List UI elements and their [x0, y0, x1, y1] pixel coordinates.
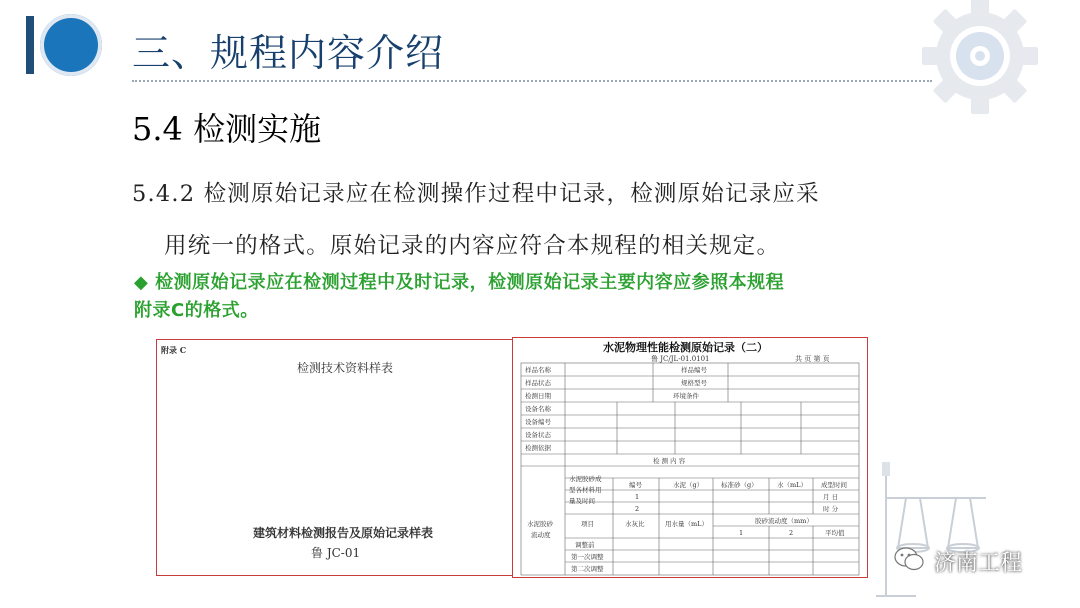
- col-water: 水（mL）: [777, 481, 807, 489]
- record-page-number: 共 页 第 页: [795, 355, 830, 363]
- slide-title: 三、规程内容介绍: [132, 31, 445, 75]
- row-adjust-first: 第一次调整: [571, 553, 604, 561]
- diamond-bullet-icon: ◆: [134, 272, 149, 293]
- cell-fluidity-label-2: 流动度: [531, 531, 551, 539]
- time-hour-minute: 时 分: [823, 505, 839, 513]
- title-divider: [132, 80, 932, 82]
- col-wc-ratio: 水灰比: [625, 520, 645, 528]
- cell-env-condition: 环境条件: [673, 392, 699, 400]
- gear-icon: [918, 0, 1038, 118]
- clause-text-line-1: 5.4.2 检测原始记录应在检测操作过程中记录，检测原始记录应采: [132, 181, 820, 207]
- cell-sample-no: 样品编号: [681, 366, 707, 374]
- fluidity-col-avg: 平均值: [825, 529, 845, 537]
- bullet-line-1: [134, 268, 784, 294]
- flask-icon: [876, 456, 996, 601]
- row-2: 2: [635, 505, 640, 513]
- cover-title: 建筑材料检测报告及原始记录样表: [253, 526, 434, 540]
- appendix-cover-page: [156, 339, 514, 576]
- cell-equip-state: 设备状态: [525, 431, 551, 439]
- cell-spec-model: 规格型号: [681, 379, 707, 387]
- fluidity-col-1: 1: [739, 529, 744, 537]
- col-item: 项目: [581, 520, 594, 528]
- row-adjust-before: 调整前: [575, 541, 595, 549]
- cell-sample-state: 样品状态: [525, 379, 551, 387]
- sample-table-title: 检测技术资料样表: [297, 361, 394, 375]
- col-cement: 水泥（g）: [673, 481, 704, 489]
- col-time: 成型时间: [821, 481, 847, 489]
- logo-bar: [26, 16, 34, 74]
- col-no: 编号: [629, 481, 642, 489]
- record-table: [513, 338, 867, 577]
- col-sand: 标准砂（g）: [721, 481, 758, 489]
- clause-text-line-2: 用统一的格式。原始记录的内容应符合本规程的相关规定。: [164, 233, 781, 259]
- cell-fluidity-label-1: 水泥胶砂: [527, 520, 553, 528]
- row-1: 1: [635, 493, 640, 501]
- watermark-text: 济南工程: [934, 551, 1023, 576]
- row-adjust-second: 第二次调整: [571, 565, 604, 573]
- time-month-day: 月 日: [823, 493, 839, 501]
- cell-mortar-label-3: 量及时间: [569, 497, 595, 505]
- wechat-icon: [894, 546, 924, 572]
- bullet-line-2: 附录C的格式。: [134, 300, 259, 321]
- cell-equip-no: 设备编号: [525, 418, 551, 426]
- cell-test-date: 检测日期: [525, 392, 551, 400]
- record-title: 水泥物理性能检测原始记录（二）: [603, 341, 768, 354]
- appendix-label: 附录 C: [161, 345, 187, 355]
- cell-equip-name: 设备名称: [525, 405, 551, 413]
- cell-sample-name: 样品名称: [525, 366, 551, 374]
- cover-code: 鲁 JC-01: [311, 546, 361, 560]
- cell-test-basis: 检测依据: [525, 444, 551, 452]
- cell-mortar-label-1: 水泥胶砂成: [569, 475, 602, 483]
- fluidity-col-2: 2: [789, 529, 794, 537]
- bullet-text-1: 检测原始记录应在检测过程中及时记录，检测原始记录主要内容应参照本规程: [155, 272, 785, 293]
- col-fluidity: 胶砂流动度（mm）: [755, 517, 813, 525]
- section-heading: 5.4 检测实施: [132, 110, 322, 148]
- col-water-use: 用水量（mL）: [665, 520, 708, 528]
- record-code: 鲁 JC/JL-01.0101: [651, 355, 710, 363]
- logo-mark: [40, 14, 102, 76]
- original-record-form: [512, 337, 868, 578]
- cell-content-header: 检 测 内 容: [653, 457, 686, 465]
- cell-mortar-label-2: 型各材料用: [569, 486, 602, 494]
